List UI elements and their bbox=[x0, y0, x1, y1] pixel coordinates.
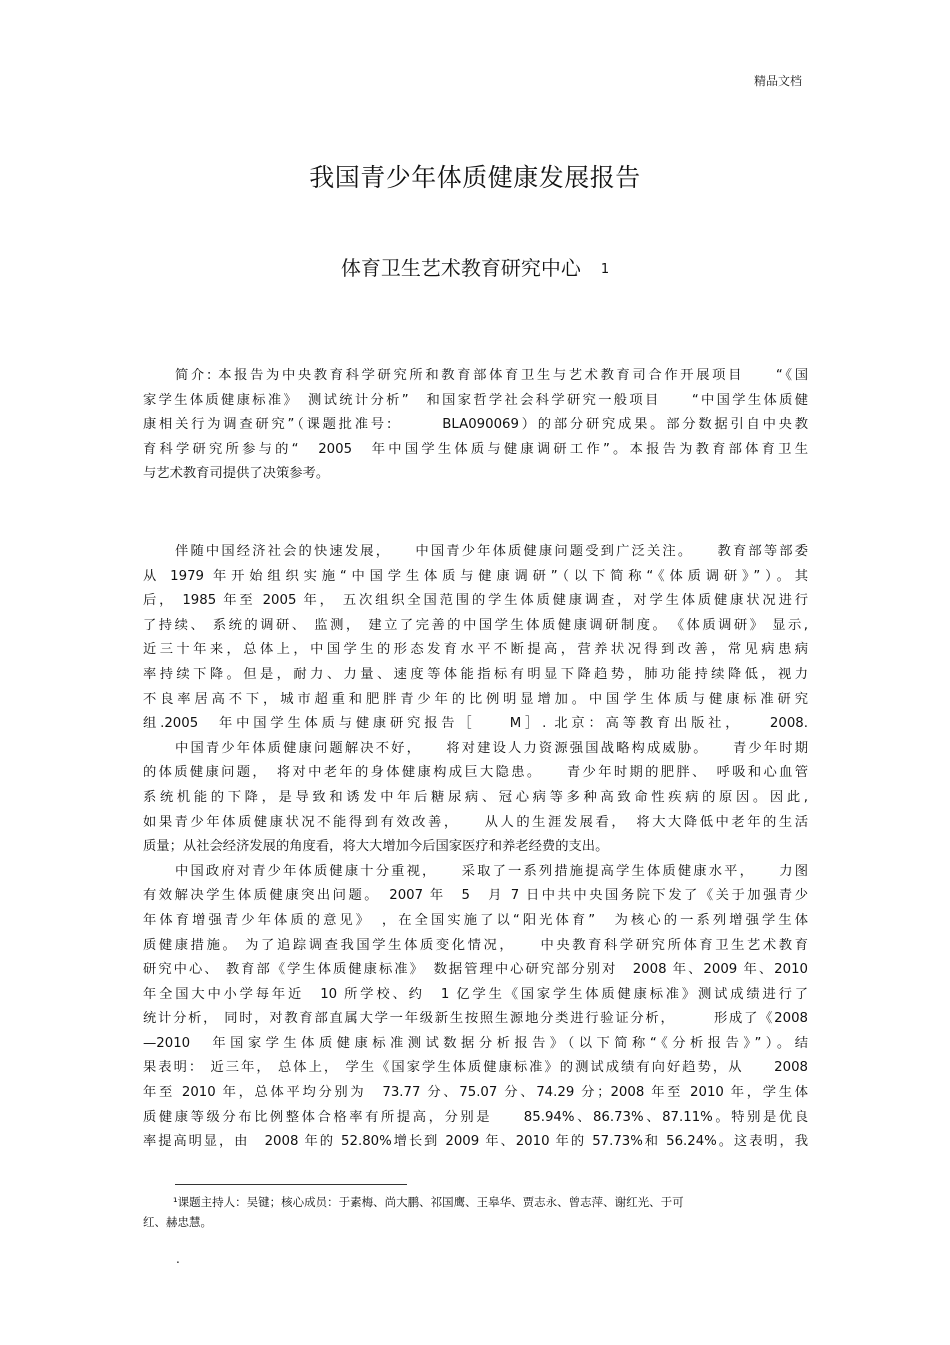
footnote-mark: 1 bbox=[600, 262, 610, 277]
footnote bbox=[143, 1192, 783, 1232]
body-line: 质健康等级分布比例整体合格率有所提高，分别是 85.94%、86.73%、87.11%。特别是优良 bbox=[143, 1109, 808, 1125]
body-line: 年至 2010 年，总体平均分别为 73.77 分、75.07 分、74.29 分；2008 年至 2010 年，学生体 bbox=[143, 1085, 808, 1101]
body-line: —2010 年国家学生体质健康标准测试数据分析报告》（以下简称“《分析报告》”）。结 bbox=[143, 1035, 808, 1051]
footnote-divider bbox=[175, 1184, 407, 1185]
footnote-line: ¹课题主持人：吴键；核心成员：于素梅、尚大鹏、祁国鹰、王皋华、贾志永、曾志萍、谢红光、于可 bbox=[173, 1195, 684, 1209]
body-line: 的体质健康问题， 将对中老年的身体健康构成巨大隐患。 青少年时期的肥胖、 呼吸和心血管 bbox=[143, 765, 808, 781]
body-line: 如果青少年体质健康状况不能得到有效改善， 从人的生涯发展看， 将大大降低中老年的生活 bbox=[143, 814, 808, 830]
body-line: 伴随中国经济社会的快速发展， 中国青少年体质健康问题受到广泛关注。 教育部等部委 bbox=[175, 544, 808, 559]
body-line: 中国青少年体质健康问题解决不好， 将对建设人力资源强国战略构成威胁。 青少年时期 bbox=[175, 740, 808, 756]
document-title: 我国青少年体质健康发展报告 bbox=[309, 163, 641, 192]
author-line bbox=[0, 252, 950, 281]
body-line: 从 1979 年开始组织实施“中国学生体质与健康调研”（以下简称“《体质调研》”）。其 bbox=[143, 568, 808, 584]
body-line: 年体育增强青少年体质的意见》 ，在全国实施了以“阳光体育” 为核心的一系列增强学生体 bbox=[143, 912, 808, 928]
abstract-line: 简介: 本报告为中央教育科学研究所和教育部体育卫生与艺术教育司合作开展项目 “《国 bbox=[175, 368, 808, 383]
page-end-mark: . bbox=[176, 1252, 180, 1266]
body-text bbox=[143, 540, 808, 1155]
body-line: 中国政府对青少年体质健康十分重视， 采取了一系列措施提高学生体质健康水平， 力图 bbox=[175, 863, 808, 879]
body-line: 率持续下降。但是，耐力、力量、速度等体能指标有明显下降趋势，肺功能持续降低，视力 bbox=[143, 666, 808, 682]
body-line: 系统机能的下降，是导致和诱发中年后糖尿病、冠心病等多种高致命性疾病的原因。因此, bbox=[143, 789, 808, 805]
body-line: 有效解决学生体质健康突出问题。 2007 年 5 月 7 日中共中央国务院下发了《关于加强青少 bbox=[143, 888, 808, 904]
body-line: 质量；从社会经济发展的角度看，将大大增加今后国家医疗和养老经费的支出。 bbox=[143, 839, 609, 855]
body-line: 了持续、 系统的调研、 监测， 建立了完善的中国学生体质健康调研制度。 《体质调研》 显示, bbox=[143, 617, 808, 633]
abstract-line: 育科学研究所参与的“ 2005 年中国学生体质与健康调研工作”。本报告为教育部体育卫生 bbox=[143, 441, 808, 457]
body-line: 质健康措施。 为了追踪调查我国学生体质变化情况， 中央教育科学研究所体育卫生艺术教育 bbox=[143, 937, 808, 953]
abstract-line: 家学生体质健康标准》 测试统计分析” 和国家哲学社会科学研究一般项目 “中国学生体质健 bbox=[143, 392, 808, 408]
body-line: 不良率居高不下，城市超重和肥胖青少年的比例明显增加。中国学生体质与健康标准研究 bbox=[143, 691, 808, 707]
abstract bbox=[143, 364, 808, 487]
footnote-line: 红、赫忠慧。 bbox=[143, 1215, 212, 1229]
abstract-line: 与艺术教育司提供了决策参考。 bbox=[143, 466, 330, 482]
body-line: 组.2005 年中国学生体质与健康研究报告［ M］. 北京：高等教育出版社， 2008. bbox=[143, 716, 808, 732]
body-line: 研究中心、 教育部《学生体质健康标准》 数据管理中心研究部分别对 2008 年、2009 年、2010 bbox=[143, 962, 808, 978]
body-line: 近三十年来，总体上，中国学生的形态发育水平不断提高，营养状况得到改善，常见病患病 bbox=[143, 642, 808, 658]
body-line: 统计分析， 同时，对教育部直属大学一年级新生按照生源地分类进行验证分析， 形成了《2008 bbox=[143, 1011, 808, 1027]
header-watermark: 精品文档 bbox=[753, 74, 802, 88]
body-line: 果表明： 近三年， 总体上， 学生《国家学生体质健康标准》的测试成绩有向好趋势，从 2008 bbox=[143, 1060, 808, 1076]
body-line: 后， 1985 年至 2005 年， 五次组织全国范围的学生体质健康调查，对学生体质健康状况进行 bbox=[143, 593, 808, 609]
body-line: 率提高明显，由 2008 年的 52.80%增长到 2009 年、2010 年的 57.73%和 56.24%。这表明，我 bbox=[143, 1134, 808, 1150]
body-line: 年全国大中小学每年近 10 所学校、约 1 亿学生《国家学生体质健康标准》测试成绩进行了 bbox=[143, 986, 808, 1002]
abstract-line: 康相关行为调查研究”（课题批准号: BLA090069）的部分研究成果。部分数据引自中央教 bbox=[143, 417, 808, 433]
author-name: 体育卫生艺术教育研究中心 bbox=[340, 256, 581, 280]
